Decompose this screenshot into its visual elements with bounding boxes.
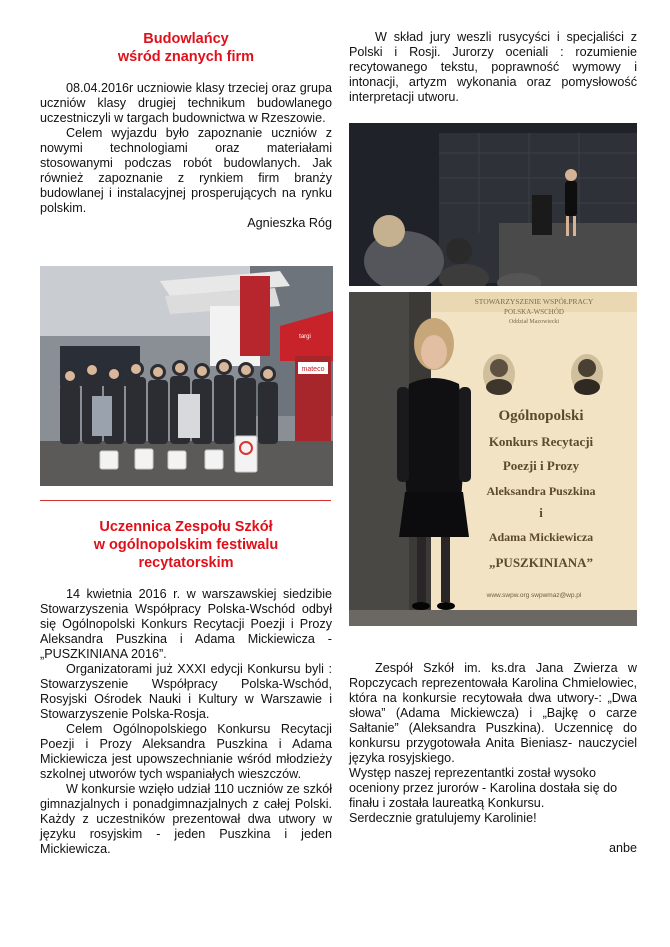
paragraph: Serdecznie gratulujemy Karolinie! [349, 811, 537, 825]
author-signature: Agnieszka Róg [247, 216, 332, 230]
paragraph: 08.04.2016r uczniowie klasy trzeciej oraz grupa uczniów klasy drugiej technikum budowlanego uczestniczyli w targach budownictwa w Rzeszowie. [40, 81, 332, 125]
banner-title-line: Poezji i Prozy [502, 458, 580, 473]
brand-sign: mateco [301, 366, 325, 373]
banner-title-line: Ogólnopolski [498, 408, 584, 424]
banner-title-line: Aleksandra Puszkina [486, 484, 596, 498]
paragraph: Celem Ogólnopolskiego Konkursu Recytacji Poezji i Prozy Aleksandra Puszkina i Adama Mickiewicza jest upowszechnianie wśród młodzieży szkolnej utworów tych wspaniałych wieszczów. [40, 722, 332, 781]
laureate-banner-photo [349, 292, 637, 626]
banner-title-line: i [539, 505, 543, 520]
article-puszkiniana [40, 518, 332, 857]
banner-title-line: „PUSZKINIANA” [488, 555, 594, 570]
title-line: wśród znanych firm [117, 49, 255, 65]
paragraph: W konkursie wzięło udział 110 uczniów ze szkół gimnazjalnych i ponadgimnazjalnych z całej Polski. Każdy z uczestników prezentował dwa utwory w języku rosyjskim - jeden Puszkina i jeden Mickiewicza. [40, 782, 332, 856]
title-line: Uczennica Zespołu Szkół [99, 519, 273, 535]
banner-title-line: Adama Mickiewicza [488, 530, 594, 544]
paragraph: W skład jury weszli rusycyści i specjaliści z Polski i Rosji. Jurorzy oceniali : rozumienie recytowanego tekstu, poprawność wymowy i intonacji, artyzm wykonania oraz pomysłowość interpretacji utworu. [349, 30, 637, 104]
recital-stage-photo [349, 123, 637, 286]
paragraph: Organizatorami już XXXI edycji Konkursu byli : Stowarzyszenie Współpracy Polska-Wschód, Rosyjski Ośrodek Nauki i Kultury w Warszawie i Stowarzyszenie Polska-Rosja. [40, 662, 332, 721]
banner-footer: www.swpw.org swpwmaz@wp.pl [486, 592, 582, 599]
banner-org-line3: Oddział Mazowiecki [508, 319, 560, 325]
banner-org-line1: STOWARZYSZENIE WSPÓŁPRACY [474, 297, 594, 306]
author-signature: anbe [608, 841, 637, 855]
paragraph: Celem wyjazdu było zapoznanie uczniów z nowymi technologiami oraz materiałami stosowanymi podczas robót budowlanych. Jak również zapoznanie z rynkiem firm branży budowlanej i instalacyjnej prosperujących na rynku polskim. [40, 126, 332, 215]
title-line: Budowlańcy [143, 31, 229, 47]
banner-title-line: Konkurs Recytacji [488, 434, 594, 449]
article-budowlancy [40, 30, 332, 231]
jury-section [349, 30, 637, 105]
trade-fair-photo [40, 266, 333, 486]
article-title [40, 30, 332, 66]
banner-sign: targi [299, 334, 311, 340]
title-line: w ogólnopolskim festiwalu [93, 537, 279, 553]
paragraph: 14 kwietnia 2016 r. w warszawskiej siedzibie Stowarzyszenia Współpracy Polska-Wschód odbył się Ogólnopolski Konkurs Recytacji Poezji i Prozy Aleksandra Puszkina i Adama Mickiewicza -„PUSZKINIANA 2016”. [40, 587, 332, 661]
paragraph: Zespół Szkół im. ks.dra Jana Zwierza w Ropczycach reprezentowała Karolina Chmielowiec, która na konkursie recytowała dwa utwory-: „Dwa słowa” (Adama Mickiewcza) i „Bajkę o carze Sałtanie” (Aleksandra Puszkina). Uczennicę do konkursu przygotowała Anita Bieniasz- nauczyciel języka rosyjskiego. [349, 661, 637, 765]
title-line: recytatorskim [138, 555, 234, 571]
result-section [349, 661, 637, 856]
section-divider [40, 500, 331, 501]
paragraph: Występ naszej reprezentantki został wysoko oceniony przez jurorów - Karolina dostała się do finału i została laureatką Konkursu. [349, 766, 618, 810]
banner-org-line2: POLSKA-WSCHÓD [504, 308, 564, 316]
article-title [40, 518, 332, 572]
